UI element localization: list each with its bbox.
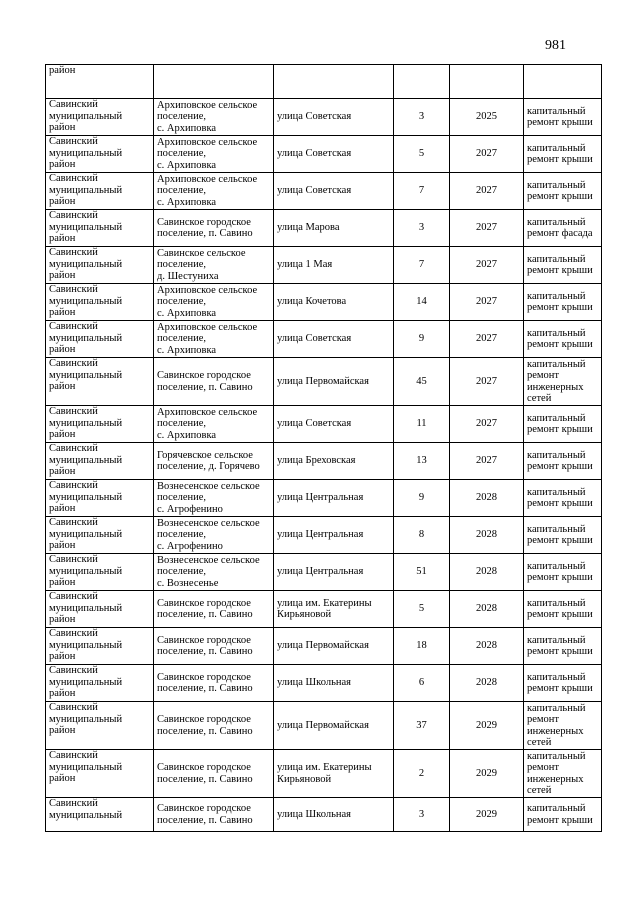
work-cell: капитальный ремонт крыши [524,480,602,517]
district-cell: Савинский муниципальный район [46,443,154,480]
street-cell: улица Советская [274,321,394,358]
district-cell: Савинский муниципальный район [46,517,154,554]
street-cell: улица Советская [274,99,394,136]
street-cell: улица Школьная [274,665,394,702]
street-cell: улица Первомайская [274,702,394,750]
street-cell: улица Первомайская [274,358,394,406]
work-cell: капитальный ремонт крыши [524,443,602,480]
house-cell: 7 [394,173,450,210]
district-cell: Савинский муниципальный район [46,628,154,665]
street-cell: улица Школьная [274,798,394,832]
district-cell: Савинский муниципальный район [46,210,154,247]
district-cell: Савинский муниципальный район [46,554,154,591]
year-cell: 2027 [450,443,524,480]
settlement-cell: Савинское городское поселение, п. Савино [154,628,274,665]
work-cell: капитальный ремонт крыши [524,99,602,136]
work-cell: капитальный ремонт крыши [524,247,602,284]
work-cell: капитальный ремонт крыши [524,798,602,832]
year-cell: 2028 [450,554,524,591]
settlement-cell [154,65,274,99]
district-cell: Савинский муниципальный район [46,480,154,517]
house-cell: 18 [394,628,450,665]
street-cell: улица Советская [274,406,394,443]
house-cell: 11 [394,406,450,443]
street-cell: улица Бреховская [274,443,394,480]
street-cell: улица Центральная [274,480,394,517]
year-cell: 2028 [450,517,524,554]
street-cell: улица Марова [274,210,394,247]
year-cell: 2029 [450,750,524,798]
district-cell: Савинский муниципальный район [46,321,154,358]
house-cell: 37 [394,702,450,750]
year-cell: 2027 [450,173,524,210]
year-cell: 2025 [450,99,524,136]
year-cell: 2027 [450,284,524,321]
district-cell: Савинский муниципальный район [46,284,154,321]
work-cell: капитальный ремонт фасада [524,210,602,247]
table-row [46,443,602,480]
page-number: 981 [545,38,566,53]
street-cell: улица им. Екатерины Кирьяновой [274,591,394,628]
district-cell: Савинский муниципальный район [46,358,154,406]
street-cell: улица Кочетова [274,284,394,321]
house-cell: 51 [394,554,450,591]
settlement-cell: Архиповское сельское поселение, с. Архиповка [154,99,274,136]
house-cell: 7 [394,247,450,284]
house-cell: 6 [394,665,450,702]
street-cell [274,65,394,99]
street-cell: улица Центральная [274,517,394,554]
street-cell: улица 1 Мая [274,247,394,284]
work-cell: капитальный ремонт крыши [524,665,602,702]
settlement-cell: Архиповское сельское поселение, с. Архиповка [154,406,274,443]
district-cell: район [46,65,154,99]
year-cell: 2027 [450,406,524,443]
table-row [46,173,602,210]
house-cell: 3 [394,798,450,832]
house-cell: 13 [394,443,450,480]
district-cell: Савинский муниципальный [46,798,154,832]
settlement-cell: Горячевское сельское поселение, д. Горячево [154,443,274,480]
year-cell: 2029 [450,702,524,750]
house-cell: 2 [394,750,450,798]
table-row [46,798,602,832]
table-row [46,321,602,358]
table-row [46,136,602,173]
house-cell: 14 [394,284,450,321]
table-row [46,358,602,406]
table-row [46,284,602,321]
work-cell: капитальный ремонт крыши [524,173,602,210]
settlement-cell: Архиповское сельское поселение, с. Архиповка [154,173,274,210]
settlement-cell: Савинское городское поселение, п. Савино [154,665,274,702]
district-cell: Савинский муниципальный район [46,247,154,284]
settlement-cell: Вознесенское сельское поселение, с. Агрофенино [154,517,274,554]
work-cell [524,65,602,99]
street-cell: улица Первомайская [274,628,394,665]
year-cell: 2027 [450,136,524,173]
house-cell: 5 [394,136,450,173]
work-cell: капитальный ремонт крыши [524,136,602,173]
district-cell: Савинский муниципальный район [46,591,154,628]
district-cell: Савинский муниципальный район [46,665,154,702]
table-row [46,99,602,136]
table-row [46,702,602,750]
district-cell: Савинский муниципальный район [46,750,154,798]
district-cell: Савинский муниципальный район [46,406,154,443]
housing-repair-table [45,64,602,832]
district-cell: Савинский муниципальный район [46,99,154,136]
work-cell: капитальный ремонт крыши [524,517,602,554]
table-row [46,750,602,798]
work-cell: капитальный ремонт крыши [524,321,602,358]
house-cell: 9 [394,321,450,358]
settlement-cell: Савинское городское поселение, п. Савино [154,702,274,750]
house-cell: 5 [394,591,450,628]
table-body [46,65,602,832]
house-cell: 3 [394,99,450,136]
work-cell: капитальный ремонт крыши [524,406,602,443]
year-cell [450,65,524,99]
work-cell: капитальный ремонт инженерных сетей [524,358,602,406]
work-cell: капитальный ремонт крыши [524,591,602,628]
table-row [46,480,602,517]
work-cell: капитальный ремонт инженерных сетей [524,750,602,798]
table-row [46,665,602,702]
year-cell: 2027 [450,358,524,406]
table-row-continuation [46,65,602,99]
district-cell: Савинский муниципальный район [46,136,154,173]
year-cell: 2027 [450,321,524,358]
year-cell: 2028 [450,480,524,517]
table-row [46,517,602,554]
settlement-cell: Савинское городское поселение, п. Савино [154,358,274,406]
settlement-cell: Савинское сельское поселение, д. Шестуниха [154,247,274,284]
work-cell: капитальный ремонт инженерных сетей [524,702,602,750]
house-cell: 9 [394,480,450,517]
settlement-cell: Вознесенское сельское поселение, с. Агрофенино [154,480,274,517]
house-cell [394,65,450,99]
table-row [46,628,602,665]
year-cell: 2028 [450,665,524,702]
settlement-cell: Савинское городское поселение, п. Савино [154,798,274,832]
table-row [46,554,602,591]
house-cell: 8 [394,517,450,554]
street-cell: улица Советская [274,136,394,173]
table-row [46,406,602,443]
work-cell: капитальный ремонт крыши [524,554,602,591]
year-cell: 2027 [450,210,524,247]
street-cell: улица Советская [274,173,394,210]
street-cell: улица Центральная [274,554,394,591]
settlement-cell: Вознесенское сельское поселение, с. Вознесенье [154,554,274,591]
work-cell: капитальный ремонт крыши [524,284,602,321]
table-row [46,591,602,628]
year-cell: 2028 [450,628,524,665]
settlement-cell: Савинское городское поселение, п. Савино [154,591,274,628]
house-cell: 3 [394,210,450,247]
work-cell: капитальный ремонт крыши [524,628,602,665]
table-row [46,247,602,284]
street-cell: улица им. Екатерины Кирьяновой [274,750,394,798]
settlement-cell: Савинское городское поселение, п. Савино [154,210,274,247]
year-cell: 2029 [450,798,524,832]
table-row [46,210,602,247]
settlement-cell: Архиповское сельское поселение, с. Архиповка [154,136,274,173]
settlement-cell: Архиповское сельское поселение, с. Архиповка [154,321,274,358]
district-cell: Савинский муниципальный район [46,702,154,750]
house-cell: 45 [394,358,450,406]
year-cell: 2027 [450,247,524,284]
settlement-cell: Савинское городское поселение, п. Савино [154,750,274,798]
district-cell: Савинский муниципальный район [46,173,154,210]
settlement-cell: Архиповское сельское поселение, с. Архиповка [154,284,274,321]
year-cell: 2028 [450,591,524,628]
